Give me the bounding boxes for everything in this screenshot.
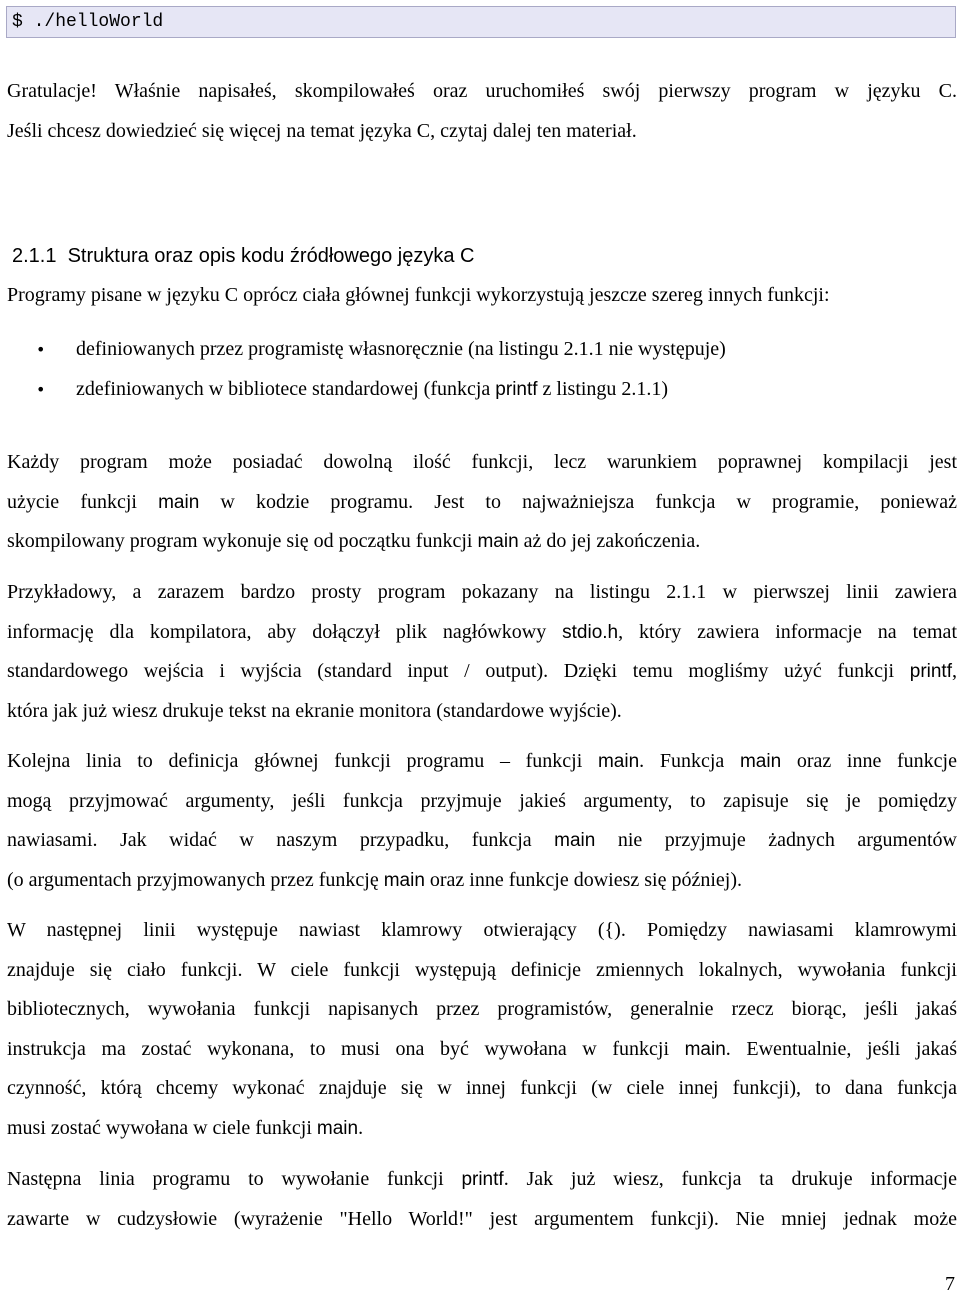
text-part: w kodzie programu. Jest to najważniejsza funkcja w programie, ponieważ bbox=[199, 490, 957, 513]
code-main: main bbox=[739, 751, 782, 772]
text-part: , bbox=[952, 660, 957, 683]
bullet-icon: • bbox=[36, 340, 46, 359]
paragraph-printf-call bbox=[7, 1160, 957, 1239]
code-main: main bbox=[383, 869, 425, 891]
paragraph-line bbox=[7, 483, 957, 523]
text-part: oraz inne funkcje bbox=[781, 750, 957, 772]
text-part: aż do jej zakończenia. bbox=[518, 530, 701, 553]
paragraph-line: W następnej linii występuje nawiast klamrowy otwierający ({). Pomiędzy nawiasami klamrowymi bbox=[7, 919, 957, 941]
text-part: nawiasami. Jak widać w naszym przypadku, funkcja bbox=[7, 829, 555, 852]
text-part: instrukcja ma zostać wykonana, to musi ona być wywołana w funkcji bbox=[7, 1037, 685, 1060]
paragraph-function-body bbox=[7, 911, 957, 1149]
terminal-command-box bbox=[6, 6, 956, 38]
code-main: main bbox=[554, 830, 596, 852]
paragraph-line bbox=[7, 1030, 957, 1070]
text-part: (o argumentach przyjmowanych przez funkcję bbox=[7, 868, 384, 891]
paragraph-line bbox=[7, 1160, 957, 1200]
code-printf: printf bbox=[495, 378, 538, 400]
list-item-text bbox=[76, 370, 668, 410]
text-part: oraz inne funkcje dowiesz się później). bbox=[424, 868, 742, 891]
text-part: Następna linia programu to wywołanie funkcji bbox=[7, 1168, 462, 1190]
paragraph-line: znajduje się ciało funkcji. W ciele funkcji występują definicje zmiennych lokalnych, wywołania funkcji bbox=[7, 958, 957, 981]
terminal-command: $ ./helloWorld bbox=[12, 12, 164, 32]
text-part: musi zostać wywołana w ciele funkcji bbox=[7, 1116, 317, 1139]
intro-paragraph bbox=[7, 72, 957, 151]
paragraph-stdio bbox=[7, 573, 957, 731]
section-heading: 2.1.1 Struktura oraz opis kodu źródłowego języka C bbox=[12, 245, 475, 267]
list-item-text-part: z listingu 2.1.1) bbox=[537, 377, 669, 400]
text-part: standardowego wejścia i wyjścia (standard input / output). Dzięki temu mogliśmy użyć funkcji bbox=[7, 660, 910, 683]
paragraph-main-function bbox=[7, 443, 957, 562]
code-printf: printf bbox=[909, 661, 952, 683]
list-item-text-part: zdefiniowanych w bibliotece standardowej (funkcja bbox=[76, 377, 496, 400]
text-part: , który zawiera informacje na temat bbox=[618, 620, 957, 643]
paragraph-line bbox=[7, 742, 957, 782]
paragraph-line: czynność, którą chcemy wykonać znajduje się w innej funkcji (w ciele innej funkcji), to dana funkcja bbox=[7, 1077, 957, 1100]
intro-line-2: Jeśli chcesz dowiedzieć się więcej na temat języka C, czytaj dalej ten materiał. bbox=[7, 119, 637, 142]
paragraph-line bbox=[7, 652, 957, 692]
text-part: . Funkcja bbox=[639, 750, 740, 772]
code-main: main bbox=[597, 751, 640, 772]
paragraph-line: Przykładowy, a zarazem bardzo prosty program pokazany na listingu 2.1.1 w pierwszej linii zawiera bbox=[7, 581, 957, 603]
text-part: użycie funkcji bbox=[7, 490, 159, 513]
text-part: informację dla kompilatora, aby dołączył plik nagłówkowy bbox=[7, 620, 563, 643]
paragraph-line: mogą przyjmować argumenty, jeśli funkcja przyjmuje jakieś argumenty, to zapisuje się je pomiędzy bbox=[7, 789, 957, 812]
list-item bbox=[0, 370, 960, 410]
text-part: . Ewentualnie, jeśli jakaś bbox=[725, 1037, 957, 1060]
text-part: . Jak już wiesz, funkcja ta drukuje informacje bbox=[503, 1168, 957, 1190]
paragraph-line: która jak już wiesz drukuje tekst na ekranie monitora (standardowe wyjście). bbox=[7, 699, 622, 722]
list-item-text: definiowanych przez programistę własnoręcznie (na listingu 2.1.1 nie występuje) bbox=[76, 338, 726, 360]
text-part: Kolejna linia to definicja głównej funkcji programu – funkcji bbox=[7, 750, 598, 772]
code-stdio-h: stdio.h bbox=[562, 621, 619, 643]
code-main: main bbox=[477, 531, 519, 553]
paragraph-main-definition bbox=[7, 742, 957, 900]
intro-line-1: Gratulacje! Właśnie napisałeś, skompilowałeś oraz uruchomiłeś swój pierwszy program w języku C. bbox=[7, 80, 957, 102]
paragraph-line: Każdy program może posiadać dowolną ilość funkcji, lecz warunkiem poprawnej kompilacji jest bbox=[7, 451, 957, 473]
function-types-list bbox=[0, 330, 960, 409]
text-part: nie przyjmuje żadnych argumentów bbox=[595, 829, 957, 852]
paragraph-line: bibliotecznych, wywołania funkcji napisanych przez programistów, generalnie rzecz biorąc, jeśli jakaś bbox=[7, 998, 957, 1021]
paragraph-line bbox=[7, 821, 957, 861]
list-item bbox=[0, 330, 960, 370]
paragraph-line bbox=[7, 1109, 957, 1149]
text-part: skompilowany program wykonuje się od początku funkcji bbox=[7, 530, 478, 553]
text-part: . bbox=[358, 1116, 364, 1139]
code-main: main bbox=[684, 1038, 726, 1060]
section-lead bbox=[7, 276, 957, 316]
paragraph-line: zawarte w cudzysłowie (wyrażenie "Hello World!" jest argumentem funkcji). Nie mniej jednak może bbox=[7, 1207, 957, 1230]
code-main: main bbox=[158, 491, 200, 513]
bullet-icon: • bbox=[36, 379, 46, 399]
paragraph-line bbox=[7, 522, 957, 562]
section-lead-text: Programy pisane w języku C oprócz ciała głównej funkcji wykorzystują jeszcze szereg innych funkcji: bbox=[7, 284, 830, 306]
code-main: main bbox=[316, 1117, 359, 1139]
code-printf: printf bbox=[461, 1169, 504, 1190]
paragraph-line bbox=[7, 613, 957, 653]
page-number: 7 bbox=[945, 1273, 955, 1295]
paragraph-line bbox=[7, 861, 957, 901]
